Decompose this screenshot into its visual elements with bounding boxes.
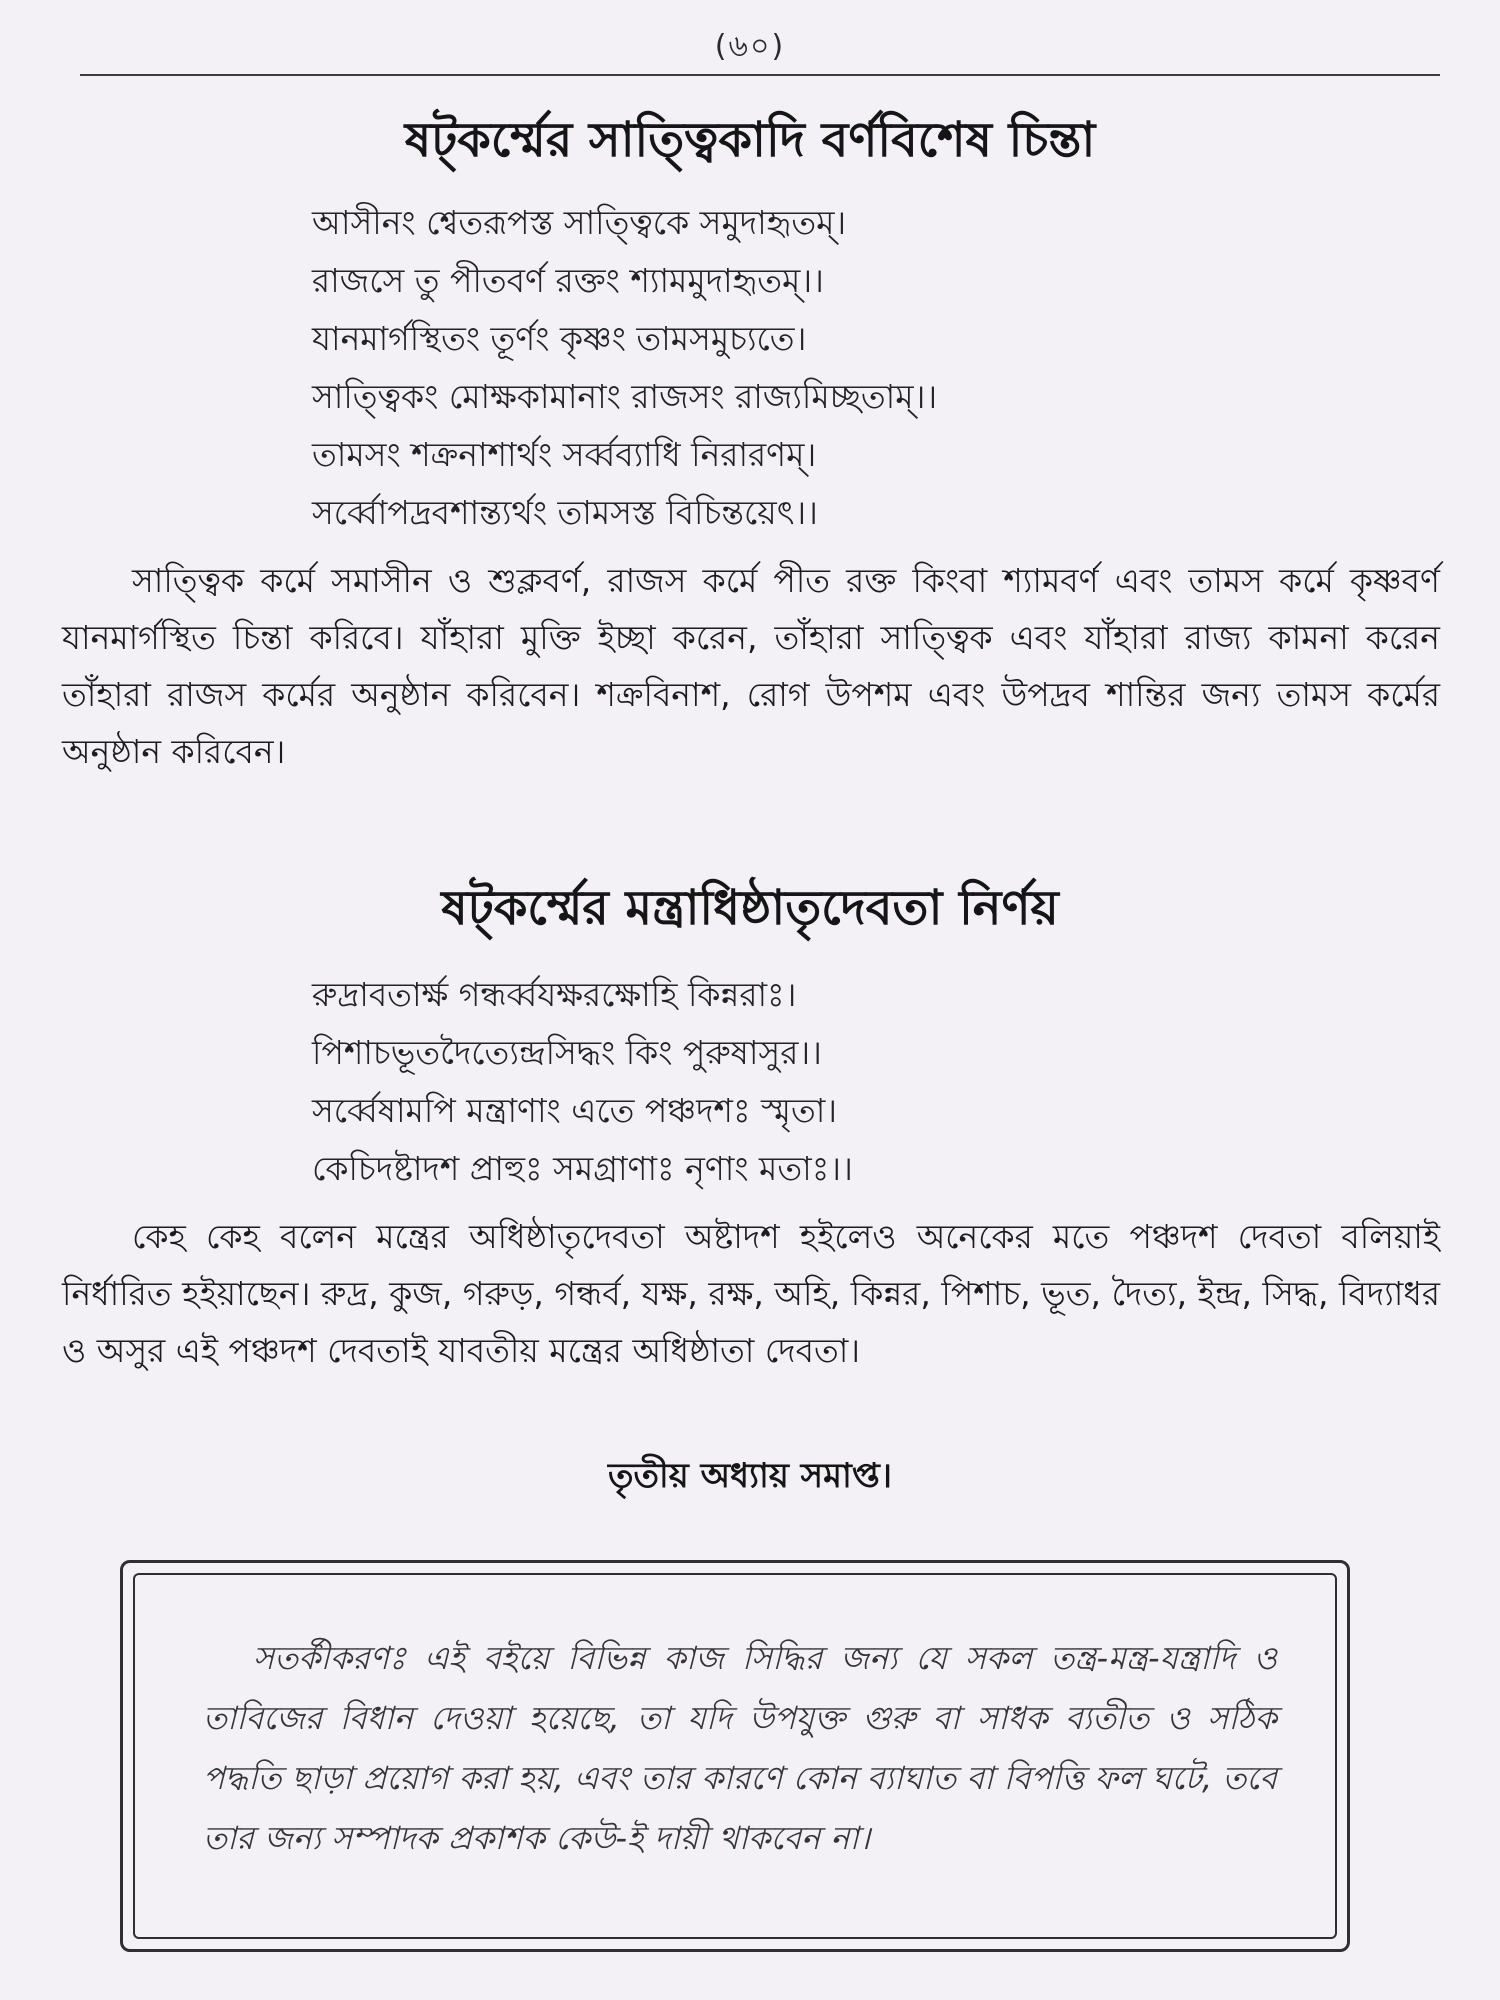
verse-line: রাজসে তু পীতবর্ণ রক্তং শ্যামমুদাহৃতম্।। [312, 261, 824, 300]
warning-box [120, 1560, 1350, 1952]
verse-line: যানমার্গস্থিতং তূর্ণং কৃষ্ণং তামসমুচ্যতে। [312, 319, 807, 358]
warning-text: সতর্কীকরণঃ এই বইয়ে বিভিন্ন কাজ সিদ্ধির জন্য যে সকল তন্ত্র-মন্ত্র-যন্ত্রাদি ও তাবিজের বিধান দেওয়া হয়েছে, তা যদি উপযুক্ত গুরু বা সাধক ব্যতীত ও সঠিক পদ্ধতি ছাড়া প্রয়োগ করা হয়, এবং তার কারণে কোন ব্যাঘাত বা বিপত্তি ফল ঘটে, তবে তার জন্য সম্পাদক প্রকাশক কেউ-ই দায়ী থাকবেন না। [203, 1639, 1277, 1857]
header-rule [80, 74, 1440, 76]
verse-line: পিশাচভূতদৈত্যেন্দ্রসিদ্ধং কিং পুরুষাসুর।। [312, 1033, 822, 1072]
paragraph-2: কেহ কেহ বলেন মন্ত্রের অধিষ্ঠাতৃদেবতা অষ্টাদশ হইলেও অনেকের মতে পঞ্চদশ দেবতা বলিয়াই নির্ধারিত হইয়াছেন। রুদ্র, কুজ, গরুড়, গন্ধর্ব, যক্ষ, রক্ষ, অহি, কিন্নর, পিশাচ, ভূত, দৈত্য, ইন্দ্র, সিদ্ধ, বিদ্যাধর ও অসুর এই পঞ্চদশ দেবতাই যাবতীয় মন্ত্রের অধিষ্ঠাতা দেবতা। [62, 1217, 1440, 1370]
verse-line: তামসং শক্রনাশার্থং সর্ব্বব্যাধি নিরারণম্। [312, 435, 817, 474]
verse-line: কেচিদষ্টাদশ প্রাহুঃ সমগ্রাণাঃ নৃণাং মতাঃ।। [312, 1149, 853, 1188]
section-heading-1: ষট্‌কর্ম্মের সাত্ত্বিকাদি বর্ণবিশেষ চিন্তা [404, 112, 1096, 168]
chapter-end-note: তৃতীয় অধ্যায় সমাপ্ত। [607, 1456, 892, 1496]
paragraph-1: সাত্ত্বিক কর্মে সমাসীন ও শুক্লবর্ণ, রাজস কর্মে পীত রক্ত কিংবা শ্যামবর্ণ এবং তামস কর্মে কৃষ্ণবর্ণ যানমার্গস্থিত চিন্তা করিবে। যাঁহারা মুক্তি ইচ্ছা করেন, তাঁহারা সাত্ত্বিক এবং যাঁহারা রাজ্য কামনা করেন তাঁহারা রাজস কর্মের অনুষ্ঠান করিবেন। শক্রবিনাশ, রোগ উপশম এবং উপদ্রব শান্তির জন্য তামস কর্মের অনুষ্ঠান করিবেন। [62, 561, 1440, 771]
verse-block-2 [312, 966, 853, 1198]
verse-line: সর্ব্বেষামপি মন্ত্রাণাং এতে পঞ্চদশঃ স্মৃতা। [312, 1091, 838, 1130]
page-number: (৬০) [714, 29, 786, 64]
verse-line: রুদ্রাবতার্ক্ষ গন্ধর্ব্বযক্ষরক্ষোহি কিন্নরাঃ। [312, 975, 797, 1014]
verse-line: সাত্ত্বিকং মোক্ষকামানাং রাজসং রাজ্যমিচ্ছতাম্।। [312, 377, 938, 416]
section-heading-2: ষট্‌কর্ম্মের মন্ত্রাধিষ্ঠাতৃদেবতা নির্ণয় [441, 880, 1059, 936]
verse-line: সর্ব্বোপদ্রবশান্ত্যর্থং তামসস্ত বিচিন্তয়েৎ।। [312, 493, 818, 532]
verse-line: আসীনং শ্বেতরূপস্ত সাত্ত্বিকে সমুদাহৃতম্। [312, 203, 847, 242]
verse-block-1 [312, 194, 937, 542]
